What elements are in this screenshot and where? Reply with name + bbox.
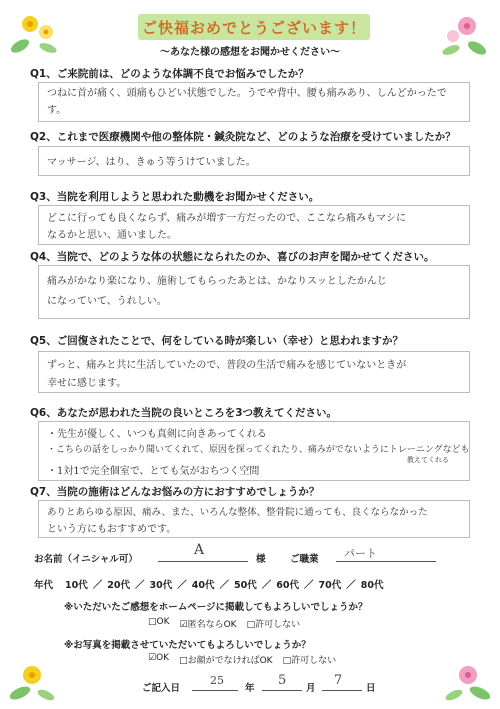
age-separator: ／ xyxy=(261,580,272,591)
job-value: パート xyxy=(344,547,377,560)
date-month-field[interactable] xyxy=(262,673,302,691)
name-field[interactable] xyxy=(158,544,248,562)
age-separator: ／ xyxy=(303,580,314,591)
answer-box-5 xyxy=(38,351,470,393)
age-option-30s[interactable]: 30代 xyxy=(149,580,173,591)
photo-permission-options xyxy=(148,653,336,666)
photo-permission-question: ※お写真を掲載させていただいてもよろしいでしょうか？ xyxy=(64,640,311,651)
date-year-label: 年 xyxy=(245,683,255,694)
date-day-value: 7 xyxy=(334,673,343,688)
age-option-40s[interactable]: 40代 xyxy=(191,580,215,591)
hp-permission-question: ※いただいたご感想をホームページに掲載してもよろしいでしょうか？ xyxy=(64,602,368,613)
name-label: お名前（イニシャル可） xyxy=(34,554,138,565)
date-month-value: 5 xyxy=(278,673,287,688)
answer-7-line-1: ありとあらゆる原因、痛み、また、いろんな整体、整骨院に通っても、良くならなかった xyxy=(47,507,428,518)
answer-box-7 xyxy=(38,500,470,538)
job-label: ご職業 xyxy=(290,554,319,565)
question-3: Q3、当院を利用しようと思われた動機をお聞かせください。 xyxy=(30,191,320,203)
question-1: Q1、ご来院前は、どのような体調不良でお悩みでしたか？ xyxy=(30,68,309,80)
page-subtitle: ～あなた様の感想をお聞かせください～ xyxy=(160,47,340,58)
hp-permission-options xyxy=(148,617,300,630)
photo-option-ok[interactable]: ☑OK xyxy=(148,653,170,663)
answer-4-line-2: になっていて、うれしい。 xyxy=(47,296,167,307)
age-option-10s[interactable]: 10代 xyxy=(65,580,88,591)
answer-5-line-1: ずっと、痛みと共に生活していたので、普段の生活で痛みを感じていないときが xyxy=(47,360,407,371)
answer-box-1 xyxy=(38,82,470,122)
age-label: 年代 xyxy=(34,580,54,591)
name-value: A xyxy=(194,542,205,558)
question-7: Q7、当院の施術はどんなお悩みの方におすすめでしょうか？ xyxy=(30,486,320,498)
title-banner xyxy=(138,14,370,40)
name-sama: 様 xyxy=(256,554,266,565)
age-separator: ／ xyxy=(92,580,103,591)
age-options xyxy=(65,577,383,591)
date-month-label: 月 xyxy=(306,683,316,694)
age-separator: ／ xyxy=(177,580,187,591)
answer-6-line-2: ・こちらの話をしっかり聞いてくれて、原因を探ってくれたり、痛みがでないようにトレーニングなども xyxy=(47,445,470,455)
answer-2-line-1: マッサージ、はり、きゅう等うけていました。 xyxy=(47,157,256,168)
hp-option-anonymous-ok[interactable]: ☑匿名ならOK xyxy=(179,620,237,630)
date-day-label: 日 xyxy=(366,683,376,694)
date-day-field[interactable] xyxy=(322,673,362,691)
page-title: ご快福おめでとうございます！ xyxy=(141,18,366,37)
job-field[interactable] xyxy=(336,544,436,562)
answer-4-line-1: 痛みがかなり楽になり、施術してもらったあとは、かなりスッとしたかんじ xyxy=(47,276,387,287)
question-4: Q4、当院で、どのような体の状態になられたのか、喜びのお声を聞かせてください。 xyxy=(30,251,435,263)
answer-5-line-2: 幸せに感じます。 xyxy=(47,378,127,389)
answer-6-line-1: ・先生が優しく、いつも真剣に向きあってくれる xyxy=(47,429,267,440)
photo-option-not-allowed[interactable]: □許可しない xyxy=(282,656,337,666)
age-option-50s[interactable]: 50代 xyxy=(234,580,257,591)
answer-3-line-1: どこに行っても良くならず、痛みが増す一方だったので、ここなら痛みもマシに xyxy=(47,213,406,224)
age-option-80s[interactable]: 80代 xyxy=(360,580,384,591)
answer-box-4 xyxy=(38,265,470,319)
flower-decoration-bottom-right-icon xyxy=(440,655,495,705)
date-year-value: 25 xyxy=(210,674,224,687)
answer-6-line-3: ・1対1で完全個室で、とても気がおちつく空間 xyxy=(47,466,260,477)
question-5: Q5、ご回復されたことで、何をしている時が楽しい（幸せ）と思われますか？ xyxy=(30,335,404,347)
hp-option-ok[interactable]: □OK xyxy=(148,617,170,627)
question-6: Q6、あなたが思われた当院の良いところを3つ教えてください。 xyxy=(30,407,338,419)
answer-3-line-2: なるかと思い、通いました。 xyxy=(47,230,177,241)
answer-7-line-2: という方にもおすすめです。 xyxy=(47,524,177,535)
age-separator: ／ xyxy=(134,580,145,591)
answer-box-3 xyxy=(38,205,470,245)
answer-6-note: 教えてくれる xyxy=(407,456,449,464)
date-label: ご記入日 xyxy=(142,683,181,694)
age-option-70s[interactable]: 70代 xyxy=(318,580,342,591)
question-2: Q2、これまで医療機関や他の整体院・鍼灸院など、どのような治療を受けていましたか？ xyxy=(30,131,456,143)
flower-decoration-bottom-left-icon xyxy=(6,655,61,705)
answer-box-6 xyxy=(38,421,470,481)
age-separator: ／ xyxy=(346,580,356,591)
age-option-60s[interactable]: 60代 xyxy=(276,580,299,591)
photo-option-no-face-ok[interactable]: □お顔がでなければOK xyxy=(179,656,273,666)
age-option-20s[interactable]: 20代 xyxy=(107,580,130,591)
date-year-field[interactable] xyxy=(192,673,238,691)
age-separator: ／ xyxy=(219,580,229,591)
answer-box-2 xyxy=(38,146,470,176)
hp-option-not-allowed[interactable]: □許可しない xyxy=(246,620,301,630)
answer-1-line-1: つねに首が痛く、頭痛もひどい状態でした。うでや背中、腰も痛みあり、しんどかったです。 xyxy=(47,88,447,116)
